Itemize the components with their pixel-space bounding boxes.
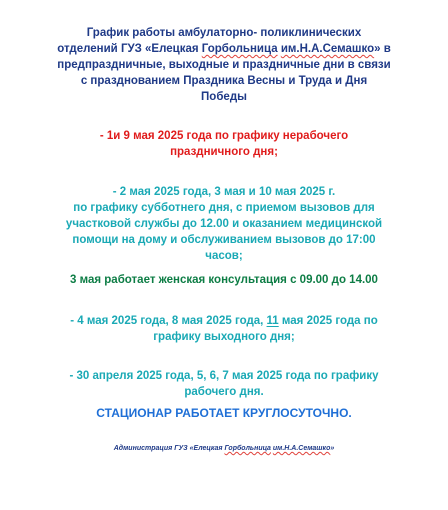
- working-day-line-2: рабочего дня.: [184, 386, 264, 398]
- holiday-line-1: - 1и 9 мая 2025 года по графику нерабочего: [99, 130, 349, 142]
- title-hospital-name: Горбольница: [201, 43, 278, 55]
- saturday-line-5: часов;: [205, 250, 243, 262]
- title-line-2-part-a: отделений ГУЗ «Елецкая: [57, 43, 202, 55]
- hospital-notice-text: СТАЦИОНАР РАБОТАЕТ КРУГЛОСУТОЧНО.: [96, 406, 352, 420]
- saturday-schedule-item: [0, 184, 448, 264]
- working-day-schedule-item: [0, 368, 448, 400]
- saturday-line-4: помощи на дому и обслуживанием вызовов до 17:00: [72, 234, 376, 246]
- womens-consultation-note: [0, 272, 448, 288]
- holiday-schedule-item: [0, 128, 448, 160]
- document-title: [0, 25, 448, 105]
- day-off-line-1-part-a: - 4 мая 2025 года, 8 мая 2025 года,: [70, 315, 267, 327]
- day-off-schedule-item: [0, 313, 448, 345]
- title-line-4: с празднованием Праздника Весны и Труда и Дня: [80, 75, 368, 87]
- day-off-line-2: графику выходного дня;: [153, 331, 295, 343]
- title-line-2: [0, 41, 448, 57]
- saturday-line-3: участковой службы до 12.00 и оказанием медицинской: [65, 218, 383, 230]
- saturday-line-1: - 2 мая 2025 года, 3 мая и 10 мая 2025 г.: [112, 186, 336, 198]
- signature-part-e: »: [330, 445, 335, 452]
- title-line-1: График работы амбулаторно- поликлинических: [86, 27, 362, 39]
- day-off-underlined-date: 11: [266, 315, 279, 327]
- signature-line: [0, 444, 448, 454]
- day-off-line-1-part-c: мая 2025 года по: [278, 315, 378, 327]
- title-line-5: Победы: [201, 91, 247, 103]
- title-named-after: им.Н.А.Семашко: [280, 43, 375, 55]
- signature-named-after: им.Н.А.Семашко: [272, 445, 331, 452]
- working-day-line-1: - 30 апреля 2025 года, 5, 6, 7 мая 2025 года по графику: [69, 370, 379, 382]
- administration-signature: [0, 444, 448, 454]
- signature-part-a: Администрация ГУЗ «Елецкая: [113, 445, 225, 452]
- title-line-2-part-e: » в: [374, 43, 391, 55]
- saturday-line-2: по графику субботнего дня, с приемом вызовов для: [73, 202, 375, 214]
- holiday-line-2: праздничного дня;: [170, 146, 278, 158]
- hospital-notice: [0, 405, 448, 421]
- day-off-line-1: [0, 313, 448, 329]
- title-line-3: предпраздничные, выходные и праздничные дни в связи: [57, 59, 391, 71]
- consultation-line: 3 мая работает женская консультация с 09.00 до 14.00: [70, 274, 378, 286]
- signature-hospital-name: Горбольница: [224, 445, 271, 452]
